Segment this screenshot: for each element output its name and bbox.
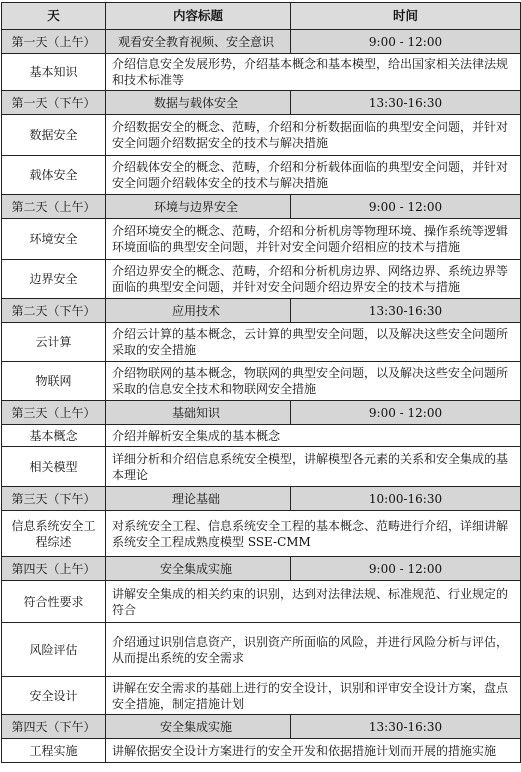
table-row — [2, 677, 521, 715]
section-time: 13:30-16:30 — [291, 91, 521, 115]
description-cell: 对系统安全工程、信息系统安全工程的基本概念、范畴进行介绍，详细讲解系统安全工程成熟度模型 SSE-CMM — [106, 511, 521, 557]
topic-cell: 安全设计 — [2, 677, 106, 715]
schedule-table — [1, 2, 521, 763]
section-row — [2, 195, 521, 219]
section-day: 第一天（上午） — [2, 30, 106, 54]
header-row — [2, 3, 521, 30]
table-row — [2, 739, 521, 763]
section-time: 9:00 - 12:00 — [291, 557, 521, 581]
description-cell: 介绍物联网的基本概念，物联网的典型安全问题，以及解决这些安全问题所采取的信息安全技术和物联网安全措施 — [106, 362, 521, 401]
table-row — [2, 323, 521, 362]
header-title: 内容标题 — [106, 3, 291, 30]
header-day: 天 — [2, 3, 106, 30]
topic-cell: 数据安全 — [2, 115, 106, 156]
section-day: 第四天（上午） — [2, 557, 106, 581]
topic-cell: 载体安全 — [2, 156, 106, 195]
section-time: 9:00 - 12:00 — [291, 401, 521, 425]
table-row — [2, 362, 521, 401]
topic-cell: 信息系统安全工程综述 — [2, 511, 106, 557]
description-cell: 详细分析和介绍信息系统安全模型，讲解模型各元素的关系和安全集成的基本理论 — [106, 447, 521, 487]
section-row — [2, 401, 521, 425]
table-row — [2, 425, 521, 447]
description-cell: 介绍边界安全的概念、范畴，介绍和分析机房边界、网络边界、系统边界等面临的典型安全问题，并针对安全问题介绍边界安全的技术与措施 — [106, 260, 521, 299]
description-cell: 介绍并解析安全集成的基本概念 — [106, 425, 521, 447]
table-row — [2, 115, 521, 156]
description-cell: 讲解依据安全设计方案进行的安全开发和依据措施计划而开展的措施实施 — [106, 739, 521, 763]
table-row — [2, 623, 521, 677]
topic-cell: 相关模型 — [2, 447, 106, 487]
table-row — [2, 260, 521, 299]
section-time: 13:30-16:30 — [291, 715, 521, 739]
section-day: 第四天（下午） — [2, 715, 106, 739]
section-day: 第一天（下午） — [2, 91, 106, 115]
topic-cell: 云计算 — [2, 323, 106, 362]
section-time: 9:00 - 12:00 — [291, 195, 521, 219]
section-day: 第二天（上午） — [2, 195, 106, 219]
table-row — [2, 447, 521, 487]
description-cell: 讲解安全集成的相关约束的识别，达到对法律法规、标准规范、行业规定的符合 — [106, 581, 521, 623]
section-title: 安全集成实施 — [106, 715, 291, 739]
section-title: 数据与载体安全 — [106, 91, 291, 115]
section-day: 第三天（上午） — [2, 401, 106, 425]
section-day: 第三天（下午） — [2, 487, 106, 511]
topic-cell: 基本概念 — [2, 425, 106, 447]
section-row — [2, 30, 521, 54]
table-row — [2, 54, 521, 91]
section-row — [2, 557, 521, 581]
section-row — [2, 487, 521, 511]
topic-cell: 工程实施 — [2, 739, 106, 763]
section-title: 观看安全教育视频、安全意识 — [106, 30, 291, 54]
section-title: 应用技术 — [106, 299, 291, 323]
topic-cell: 边界安全 — [2, 260, 106, 299]
section-title: 安全集成实施 — [106, 557, 291, 581]
topic-cell: 物联网 — [2, 362, 106, 401]
table-row — [2, 156, 521, 195]
header-time: 时间 — [291, 3, 521, 30]
section-day: 第二天（下午） — [2, 299, 106, 323]
section-title: 理论基础 — [106, 487, 291, 511]
description-cell: 介绍数据安全的概念、范畴，介绍和分析数据面临的典型安全问题，并针对安全问题介绍数据安全的技术与解决措施 — [106, 115, 521, 156]
topic-cell: 符合性要求 — [2, 581, 106, 623]
section-title: 环境与边界安全 — [106, 195, 291, 219]
description-cell: 介绍通过识别信息资产，识别资产所面临的风险，并进行风险分析与评估，从而提出系统的安全需求 — [106, 623, 521, 677]
table-row — [2, 581, 521, 623]
topic-cell: 风险评估 — [2, 623, 106, 677]
table-row — [2, 219, 521, 260]
section-row — [2, 91, 521, 115]
description-cell: 介绍载体安全的概念、范畴，介绍和分析载体面临的典型安全问题，并针对安全问题介绍载体安全的技术与解决措施 — [106, 156, 521, 195]
table-row — [2, 511, 521, 557]
section-time: 10:00-16:30 — [291, 487, 521, 511]
schedule-body — [2, 30, 521, 763]
section-row — [2, 299, 521, 323]
section-title: 基础知识 — [106, 401, 291, 425]
topic-cell: 基本知识 — [2, 54, 106, 91]
section-time: 13:30-16:30 — [291, 299, 521, 323]
description-cell: 讲解在安全需求的基础上进行的安全设计，识别和评审安全设计方案，盘点安全措施，制定措施计划 — [106, 677, 521, 715]
section-row — [2, 715, 521, 739]
description-cell: 介绍信息安全发展形势，介绍基本概念和基本模型，给出国家相关法律法规和技术标准等 — [106, 54, 521, 91]
description-cell: 介绍云计算的基本概念，云计算的典型安全问题，以及解决这些安全问题所采取的安全措施 — [106, 323, 521, 362]
topic-cell: 环境安全 — [2, 219, 106, 260]
description-cell: 介绍环境安全的概念、范畴，介绍和分析机房等物理环境、操作系统等逻辑环境面临的典型安全问题，并针对安全问题介绍相应的技术与措施 — [106, 219, 521, 260]
section-time: 9:00 - 12:00 — [291, 30, 521, 54]
